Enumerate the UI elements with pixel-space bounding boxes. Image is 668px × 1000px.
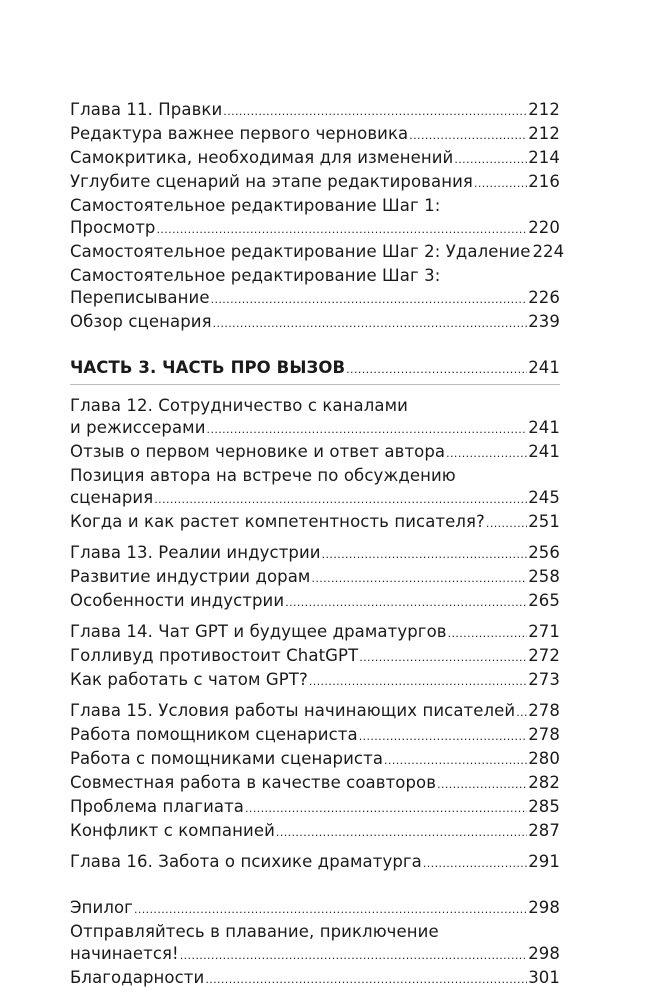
page-number: 251 [528,512,560,531]
toc-entry-section [70,645,560,669]
dot-leader [180,945,527,967]
entry-title: Как работать с чатом GPT? [70,670,308,689]
page-number: 224 [532,242,565,261]
dot-leader [486,513,527,535]
toc-entry-chapter [70,542,560,566]
page-number: 282 [528,773,560,792]
page-number: 214 [528,148,560,167]
page-number: 271 [528,622,560,641]
page-number: 301 [528,968,560,987]
toc-entry-section [70,311,560,335]
toc-entry-section [70,441,560,465]
page-number: 212 [528,124,560,143]
toc-entry-section [70,511,560,535]
table-of-contents [70,99,565,991]
toc-entry-backmatter [70,897,560,921]
toc-entry-chapter [70,851,560,875]
page-number: 273 [528,670,560,689]
toc-entry-section [70,590,560,614]
entry-title: Самостоятельное редактирование Шаг 2: Удаление [70,242,531,261]
toc-entry-section [70,465,560,511]
entry-title: Эпилог [70,898,133,917]
page-number: 241 [528,418,560,437]
dot-leader [309,671,527,693]
page-number: 239 [528,312,560,331]
chapter-title: Глава 15. Условия работы начинающих писателей [70,701,516,720]
entry-title: сценария [70,488,154,507]
toc-entry-section [70,265,560,311]
page-number: 278 [528,725,560,744]
entry-title: Позиция автора на встрече по обсуждению [70,466,456,485]
dot-leader [516,702,527,724]
toc-entry-section [70,147,560,171]
page-number: 287 [528,821,560,840]
dot-leader [409,125,527,147]
toc-entry-section [70,820,560,844]
dot-leader [359,647,527,669]
toc-entry-section [70,566,560,590]
toc-entry-section [70,123,560,147]
dot-leader [134,899,527,921]
toc-entry-chapter [70,99,560,123]
dot-leader [211,289,528,311]
dot-leader [384,750,527,772]
entry-title: Самостоятельное редактирование Шаг 3: [70,266,441,285]
page-number: 241 [528,358,560,377]
chapter-title: Глава 16. Забота о психике драматурга [70,852,422,871]
dot-leader [474,173,527,195]
dot-leader [276,822,527,844]
entry-title: Работа помощником сценариста [70,725,358,744]
entry-title: Конфликт с компанией [70,821,275,840]
toc-entry-section [70,241,565,265]
entry-title: Отзыв о первом черновике и ответ автора [70,442,446,461]
entry-title: Благодарности [70,968,205,987]
entry-title: Работа с помощниками сценариста [70,749,384,768]
part-title: ЧАСТЬ 3. ЧАСТЬ ПРО ВЫЗОВ [70,358,346,377]
entry-title: Отправляйтесь в плавание, приключение [70,922,439,941]
chapter-title: Глава 12. Сотрудничество с каналами [70,396,408,415]
toc-entry-chapter [70,700,560,724]
page-number: 280 [528,749,560,768]
dot-leader [346,359,527,381]
toc-entry-part [70,357,560,381]
entry-title: Совместная работа в качестве соавторов [70,773,437,792]
page-number: 285 [528,797,560,816]
page-number: 298 [528,898,560,917]
entry-title: Голливуд противостоит ChatGPT [70,646,359,665]
entry-title: Самостоятельное редактирование Шаг 1: [70,196,441,215]
chapter-title: и режиссерами [70,418,206,437]
entry-title: Просмотр [70,218,156,237]
toc-entry-section [70,967,560,991]
dot-leader [448,623,528,645]
dot-leader [154,489,527,511]
dot-leader [359,726,528,748]
entry-title: Проблема плагиата [70,797,245,816]
toc-entry-section [70,921,560,967]
chapter-title: Глава 13. Реалии индустрии [70,543,321,562]
page-number: 241 [528,442,560,461]
entry-title: Особенности индустрии [70,591,285,610]
dot-leader [285,592,527,614]
toc-entry-section [70,796,560,820]
chapter-title: Глава 14. Чат GPT и будущее драматургов [70,622,447,641]
dot-leader [245,798,527,820]
toc-entry-section [70,724,560,748]
toc-entry-chapter [70,621,560,645]
page-number: 220 [528,218,560,237]
dot-leader [223,101,527,123]
dot-leader [207,419,528,441]
page-number: 265 [528,591,560,610]
dot-leader [322,544,528,566]
toc-entry-section [70,171,560,195]
dot-leader [437,774,527,796]
entry-title: Самокритика, необходимая для изменений [70,148,454,167]
page-number: 245 [528,488,560,507]
dot-leader [454,149,527,171]
dot-leader [156,219,527,241]
entry-title: Углубите сценарий на этапе редактирования [70,172,473,191]
page-number: 291 [528,852,560,871]
page-number: 226 [528,288,560,307]
dot-leader [213,313,528,335]
entry-title: Когда и как растет компетентность писателя? [70,512,485,531]
dot-leader [423,853,527,875]
part-divider [70,384,560,385]
entry-title: Обзор сценария [70,312,212,331]
toc-entry-chapter [70,395,560,441]
chapter-title: Глава 11. Правки [70,100,223,119]
dot-leader [311,568,527,590]
page-number: 272 [528,646,560,665]
entry-title: Развитие индустрии дорам [70,567,311,586]
dot-leader [446,443,527,465]
toc-entry-section [70,772,560,796]
entry-title: начинается! [70,944,179,963]
page-number: 212 [528,100,560,119]
toc-entry-section [70,195,560,241]
entry-title: Редактура важнее первого черновика [70,124,409,143]
dot-leader [205,969,527,991]
toc-entry-section [70,748,560,772]
page-number: 216 [528,172,560,191]
page-number: 278 [528,701,560,720]
entry-title: Переписывание [70,288,210,307]
page-number: 258 [528,567,560,586]
page-number: 298 [528,944,560,963]
page-number: 256 [528,543,560,562]
toc-entry-section [70,669,560,693]
